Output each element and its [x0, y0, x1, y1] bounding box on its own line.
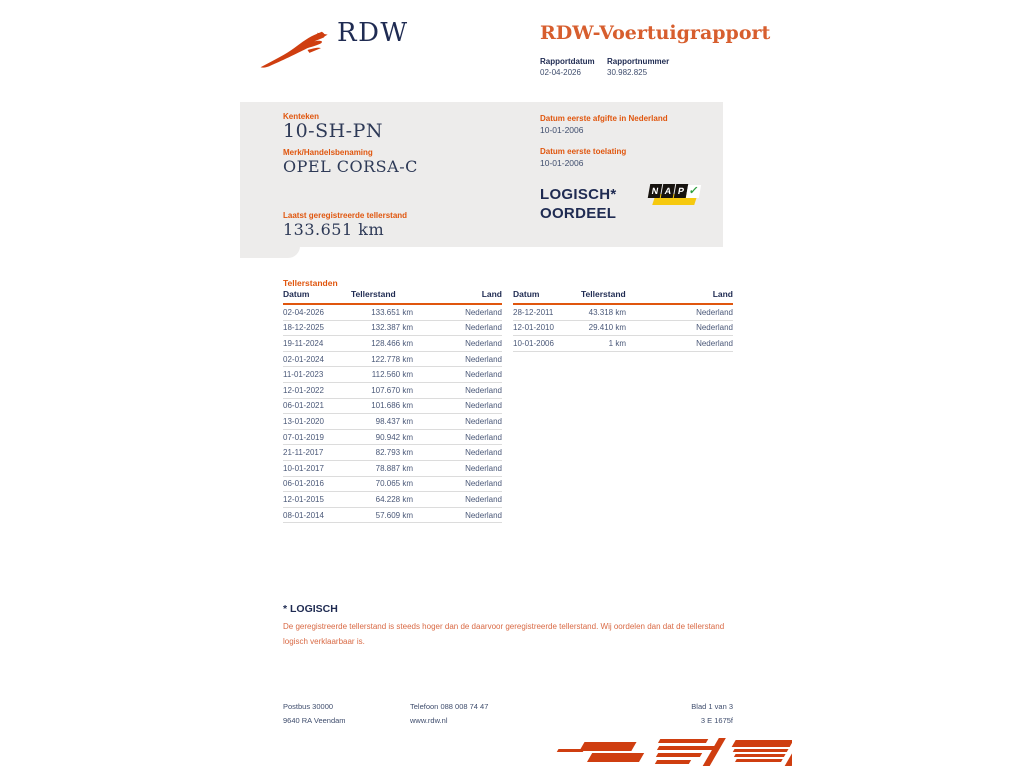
- eerste-afgifte-value: 10-01-2006: [540, 125, 584, 135]
- row-odometer: 1 km: [608, 338, 626, 348]
- merk-value: OPEL CORSA-C: [283, 157, 418, 176]
- row-country: Nederland: [465, 510, 502, 520]
- table-row: [283, 508, 502, 524]
- footnote-text: De geregistreerde tellerstand is steeds hoger dan de daarvoor geregistreerde tellerstand. Wij oordelen dan dat de tellerstand logisch verklaarbaar is.: [283, 622, 725, 646]
- row-odometer: 78.887 km: [375, 463, 413, 473]
- row-date: 12-01-2022: [283, 385, 324, 395]
- row-odometer: 128.466 km: [371, 338, 413, 348]
- table-row: [283, 367, 502, 383]
- row-date: 12-01-2010: [513, 323, 554, 333]
- row-country: Nederland: [465, 338, 502, 348]
- table-row: [283, 461, 502, 477]
- tellerstand-label: Laatst geregistreerde tellerstand: [283, 211, 408, 220]
- row-date: 02-04-2026: [283, 307, 324, 317]
- page-title: RDW-Voertuigrapport: [540, 22, 771, 44]
- table-row: [283, 477, 502, 493]
- table-row: [283, 336, 502, 352]
- row-country: Nederland: [465, 323, 502, 333]
- row-date: 02-01-2024: [283, 354, 324, 364]
- row-country: Nederland: [465, 416, 502, 426]
- oordeel-line2: OORDEEL: [540, 205, 617, 222]
- column-header-land: Land: [712, 289, 733, 299]
- row-odometer: 133.651 km: [371, 307, 413, 317]
- table-row: [513, 321, 733, 337]
- row-odometer: 29.410 km: [588, 323, 626, 333]
- odometer-table-left: [283, 289, 502, 523]
- odometer-table-right: [513, 289, 733, 352]
- row-odometer: 132.387 km: [371, 323, 413, 333]
- eerste-afgifte-label: Datum eerste afgifte in Nederland: [540, 114, 668, 123]
- table-row: [513, 305, 733, 321]
- table-row: [283, 352, 502, 368]
- rdw-bird-logo-icon: [257, 27, 335, 73]
- table-row: [283, 414, 502, 430]
- eerste-toelating-value: 10-01-2006: [540, 158, 584, 168]
- row-country: Nederland: [465, 307, 502, 317]
- report-date-value: 02-04-2026: [540, 68, 581, 77]
- eerste-toelating-label: Datum eerste toelating: [540, 147, 627, 156]
- column-header-datum: Datum: [513, 289, 540, 299]
- row-country: Nederland: [696, 338, 733, 348]
- nap-letter-p: P: [674, 184, 688, 198]
- row-date: 10-01-2017: [283, 463, 324, 473]
- table-row: [283, 430, 502, 446]
- report-date-label: Rapportdatum: [540, 57, 595, 66]
- row-country: Nederland: [465, 448, 502, 458]
- column-header-tellerstand: Tellerstand: [351, 289, 396, 299]
- row-date: 21-11-2017: [283, 448, 324, 458]
- row-country: Nederland: [465, 479, 502, 489]
- tellerstand-value: 133.651 km: [283, 220, 385, 239]
- row-country: Nederland: [465, 463, 502, 473]
- row-date: 06-01-2021: [283, 401, 324, 411]
- merk-label: Merk/Handelsbenaming: [283, 148, 373, 157]
- table-row: [283, 305, 502, 321]
- row-country: Nederland: [465, 385, 502, 395]
- row-odometer: 122.778 km: [371, 354, 413, 364]
- check-icon: ✓: [686, 185, 701, 198]
- vehicle-summary-panel-tab: [240, 246, 300, 258]
- column-header-datum: Datum: [283, 289, 310, 299]
- footer-address: [283, 700, 346, 728]
- row-date: 13-01-2020: [283, 416, 324, 426]
- footer-form-code: 3 E 1675f: [700, 716, 733, 725]
- row-country: Nederland: [696, 307, 733, 317]
- table-row: [283, 383, 502, 399]
- table-row: [283, 445, 502, 461]
- report-number-label: Rapportnummer: [607, 57, 670, 66]
- row-odometer: 64.228 km: [375, 494, 413, 504]
- row-country: Nederland: [465, 370, 502, 380]
- row-odometer: 107.670 km: [371, 385, 413, 395]
- rdw-logo-wordmark: RDW: [337, 18, 409, 48]
- footnote-title: * LOGISCH: [283, 603, 338, 615]
- kenteken-label: Kenteken: [283, 112, 320, 121]
- row-date: 12-01-2015: [283, 494, 324, 504]
- row-date: 10-01-2006: [513, 338, 554, 348]
- column-header-land: Land: [481, 289, 502, 299]
- oordeel-line1: LOGISCH*: [540, 186, 617, 203]
- row-odometer: 82.793 km: [375, 448, 413, 458]
- table-row: [283, 492, 502, 508]
- kenteken-value: 10-SH-PN: [283, 120, 384, 142]
- tellerstanden-section-title: Tellerstanden: [283, 278, 338, 288]
- oordeel-verdict: [540, 185, 617, 223]
- row-date: 28-12-2011: [513, 307, 554, 317]
- row-odometer: 57.609 km: [375, 510, 413, 520]
- footer-page-number: Blad 1 van 3: [691, 702, 733, 711]
- row-country: Nederland: [465, 432, 502, 442]
- nap-letter-n: N: [648, 184, 662, 198]
- row-date: 11-01-2023: [283, 370, 324, 380]
- row-odometer: 43.318 km: [588, 307, 626, 317]
- column-header-tellerstand: Tellerstand: [581, 289, 626, 299]
- row-odometer: 70.065 km: [375, 479, 413, 489]
- row-country: Nederland: [465, 354, 502, 364]
- row-country: Nederland: [465, 494, 502, 504]
- row-date: 07-01-2019: [283, 432, 324, 442]
- row-date: 19-11-2024: [283, 338, 324, 348]
- footer-contact: [410, 700, 488, 728]
- footer-phone: Telefoon 088 008 74 47: [410, 702, 489, 711]
- nap-logo: [647, 184, 701, 208]
- footer-address-line1: Postbus 30000: [283, 702, 334, 711]
- decorative-stripes-graphic: [548, 736, 792, 768]
- report-number-value: 30.982.825: [607, 68, 648, 77]
- table-header: [283, 289, 502, 305]
- footer-page-info: [633, 700, 733, 728]
- row-date: 08-01-2014: [283, 510, 324, 520]
- row-country: Nederland: [696, 323, 733, 333]
- table-row: [283, 399, 502, 415]
- table-header: [513, 289, 733, 305]
- row-date: 06-01-2016: [283, 479, 324, 489]
- footer-address-line2: 9640 RA Veendam: [283, 716, 346, 725]
- row-date: 18-12-2025: [283, 323, 324, 333]
- table-row: [283, 321, 502, 337]
- row-odometer: 101.686 km: [371, 401, 413, 411]
- row-odometer: 90.942 km: [375, 432, 413, 442]
- nap-letter-a: A: [661, 184, 675, 198]
- row-odometer: 112.560 km: [371, 370, 413, 380]
- row-country: Nederland: [465, 401, 502, 411]
- footer-website: www.rdw.nl: [410, 716, 448, 725]
- table-row: [513, 336, 733, 352]
- row-odometer: 98.437 km: [375, 416, 413, 426]
